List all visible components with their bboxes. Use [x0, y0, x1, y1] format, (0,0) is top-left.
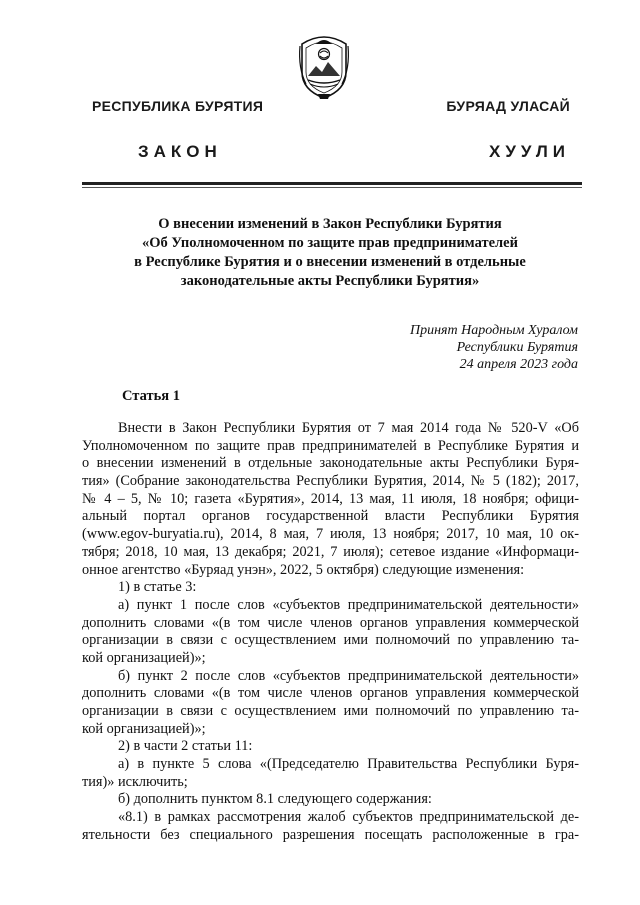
body-line: кой организацией)»; [82, 720, 206, 737]
adoption-date: 24 апреля 2023 года [459, 357, 578, 372]
law-title [100, 215, 560, 291]
coat-of-arms-emblem [296, 28, 352, 100]
law-label-buryat: ХУУЛИ [489, 142, 570, 161]
republic-name-buryat: БУРЯАД УЛАСАЙ [446, 98, 570, 114]
body-line: № 4 – 5, № 10; газета «Бурятия», 2014, 13 мая, 11 июля, 18 ноября; офици- [82, 490, 579, 507]
body-line: а) пункт 1 после слов «субъектов предпринимательской деятельности» [118, 596, 579, 613]
header-divider-thick [82, 182, 582, 185]
body-line: (www.egov-buryatia.ru), 2014, 8 мая, 7 июля, 13 ноября; 2017, 10 мая, 10 ок- [82, 526, 579, 543]
body-line: тия)» исключить; [82, 773, 188, 790]
body-line: тября; 2018, 10 мая, 13 декабря; 2021, 7 июля); сетевое издание «Информаци- [82, 543, 579, 560]
body-line: организации в связи с осуществлением ими полномочий по управлению та- [82, 632, 579, 649]
body-line: 2) в части 2 статьи 11: [118, 738, 253, 755]
article-heading: Статья 1 [122, 388, 180, 404]
law-title-line: законодательные акты Республики Бурятия» [180, 273, 480, 289]
body-line: дополнить словами «(в том числе членов органов управления коммерческой [82, 614, 579, 631]
header-divider-thin [82, 187, 582, 188]
law-title-line: в Республике Бурятия и о внесении изменений в отдельные [134, 254, 526, 270]
republic-name-russian: РЕСПУБЛИКА БУРЯТИЯ [92, 98, 264, 114]
law-title-line: «Об Уполномоченном по защите прав предпринимателей [142, 235, 518, 251]
body-line: организации в связи с осуществлением ими полномочий по управлению та- [82, 703, 579, 719]
body-line: «8.1) в рамках рассмотрения жалоб субъектов предпринимательской де- [118, 809, 579, 826]
body-line: ятельности без специального разрешения посещать расположенные в гра- [82, 826, 579, 843]
body-line: Уполномоченном по защите прав предпринимателей в Республике Бурятия и [82, 437, 579, 454]
body-line: альный портал органов государственной власти Республики Бурятия [82, 508, 579, 525]
law-label-russian: ЗАКОН [138, 142, 222, 161]
body-line: тия» (Собрание законодательства Республики Бурятия, 2014, № 5 (182); 2017, [82, 473, 579, 490]
adoption-line: Принят Народным Хуралом [409, 323, 578, 338]
body-line: б) пункт 2 после слов «субъектов предпринимательской деятельности» [118, 667, 579, 684]
body-line: о внесении изменений в отдельные законодательные акты Республики Буря- [82, 455, 579, 472]
adoption-line: Республики Бурятия [456, 340, 578, 355]
article-body [82, 420, 579, 845]
body-line: кой организацией)»; [82, 649, 206, 666]
body-line: онное агентство «Буряад унэн», 2022, 5 октября) следующие изменения: [82, 561, 525, 578]
body-line: Внести в Закон Республики Бурятия от 7 мая 2014 года № 520-V «Об [118, 420, 579, 436]
body-line: а) в пункте 5 слова «(Председателю Правительства Республики Буря- [118, 756, 579, 773]
body-line: дополнить словами «(в том числе членов органов управления коммерческой [82, 685, 579, 702]
adoption-note [410, 322, 578, 373]
body-line: б) дополнить пунктом 8.1 следующего содержания: [118, 791, 432, 808]
law-title-line: О внесении изменений в Закон Республики Бурятия [158, 216, 502, 232]
body-line: 1) в статье 3: [118, 579, 197, 596]
